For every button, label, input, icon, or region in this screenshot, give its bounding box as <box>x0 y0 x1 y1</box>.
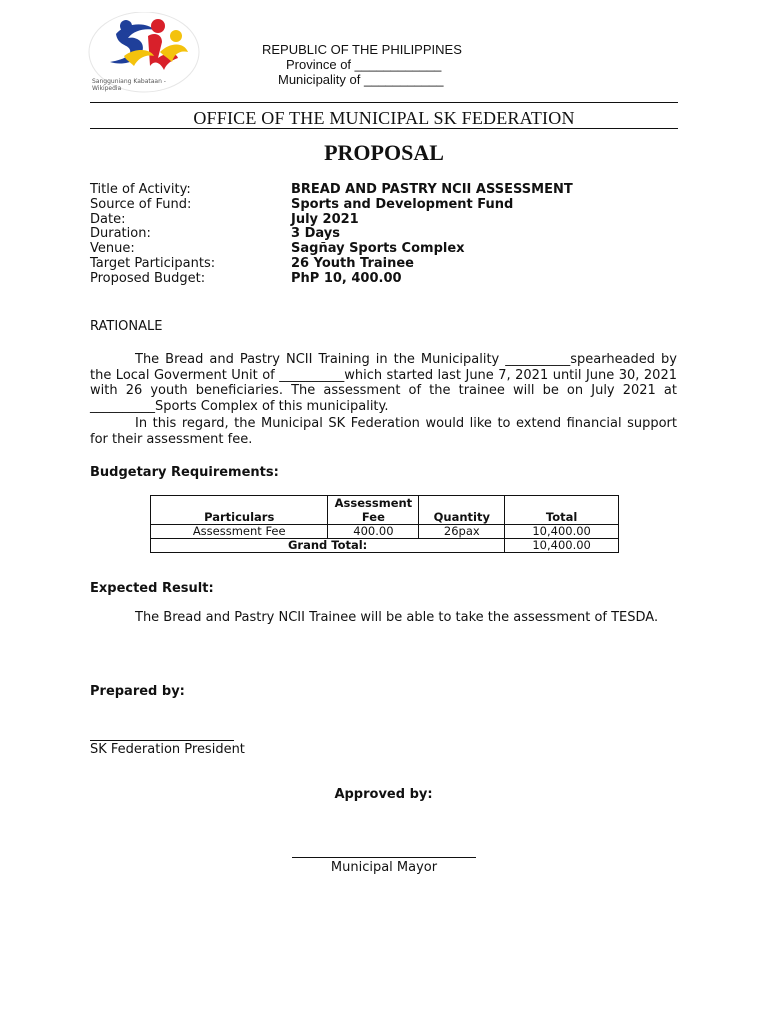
column-header: Quantity <box>419 496 505 525</box>
detail-label: Title of Activity: <box>90 182 191 197</box>
detail-row <box>90 213 573 228</box>
detail-value: Sports and Development Fund <box>291 196 514 212</box>
detail-label: Source of Fund: <box>90 196 192 212</box>
prepared-signatory: SK Federation President <box>90 742 245 757</box>
column-header: Assessment Fee <box>328 496 419 525</box>
approved-signature-line <box>292 857 476 858</box>
column-header: Particulars <box>151 496 328 525</box>
budget-table <box>150 495 619 553</box>
grand-total-label: Grand Total: <box>151 539 505 553</box>
detail-row <box>90 183 573 198</box>
rationale-paragraph-1: The Bread and Pastry NCII Training in the Municipality __________spearheaded by the Local Goverment Unit of __________which started last June 7, 2021 until June 30, 2021 with 26 youth beneficiaries. The assessment of the trainee will be on July 2021 at __________Sports Complex of this municipality. <box>90 352 677 414</box>
detail-value: July 2021 <box>291 211 359 227</box>
document-title: PROPOSAL <box>324 140 444 165</box>
detail-row <box>90 227 573 242</box>
detail-label: Date: <box>90 211 126 227</box>
rationale-paragraph-2: In this regard, the Municipal SK Federation would like to extend financial support for their assessment fee. <box>90 416 677 447</box>
detail-row <box>90 198 573 213</box>
province-line: Province of ____________ <box>286 57 442 72</box>
prepared-signature-line <box>90 740 234 741</box>
logo-caption: Sangguniang Kabataan - Wikipedia <box>92 78 166 92</box>
detail-value: 3 Days <box>291 226 340 242</box>
detail-label: Target Participants: <box>90 255 216 271</box>
detail-row <box>90 242 573 257</box>
rationale-heading: RATIONALE <box>90 319 163 334</box>
activity-details <box>90 183 573 287</box>
approved-signatory: Municipal Mayor <box>330 860 438 875</box>
table-cell: 400.00 <box>328 525 419 539</box>
detail-row <box>90 272 573 287</box>
expected-result-heading: Expected Result: <box>90 581 214 596</box>
detail-label: Proposed Budget: <box>90 270 206 286</box>
detail-label: Venue: <box>90 241 135 257</box>
grand-total-row <box>151 539 619 553</box>
prepared-by-heading: Prepared by: <box>90 684 185 699</box>
detail-row <box>90 257 573 272</box>
approved-by-heading: Approved by: <box>334 787 433 802</box>
table-cell: 26pax <box>419 525 505 539</box>
grand-total-value: 10,400.00 <box>505 539 619 553</box>
budget-heading: Budgetary Requirements: <box>90 465 279 480</box>
detail-value: Sagñay Sports Complex <box>291 241 465 257</box>
republic-heading: REPUBLIC OF THE PHILIPPINES <box>262 42 462 57</box>
table-header-row <box>151 496 619 525</box>
column-header: Total <box>505 496 619 525</box>
expected-result-text: The Bread and Pastry NCII Trainee will be able to take the assessment of TESDA. <box>135 610 659 625</box>
table-cell: 10,400.00 <box>505 525 619 539</box>
detail-value: BREAD AND PASTRY NCII ASSESSMENT <box>291 182 573 197</box>
municipality-line: Municipality of ___________ <box>278 72 444 87</box>
detail-value: 26 Youth Trainee <box>291 255 414 271</box>
detail-value: PhP 10, 400.00 <box>291 270 402 286</box>
header-rule-bottom <box>90 128 678 129</box>
detail-label: Duration: <box>90 226 151 242</box>
office-title: OFFICE OF THE MUNICIPAL SK FEDERATION <box>193 108 575 128</box>
header-rule-top <box>90 102 678 103</box>
table-cell: Assessment Fee <box>151 525 328 539</box>
table-row <box>151 525 619 539</box>
